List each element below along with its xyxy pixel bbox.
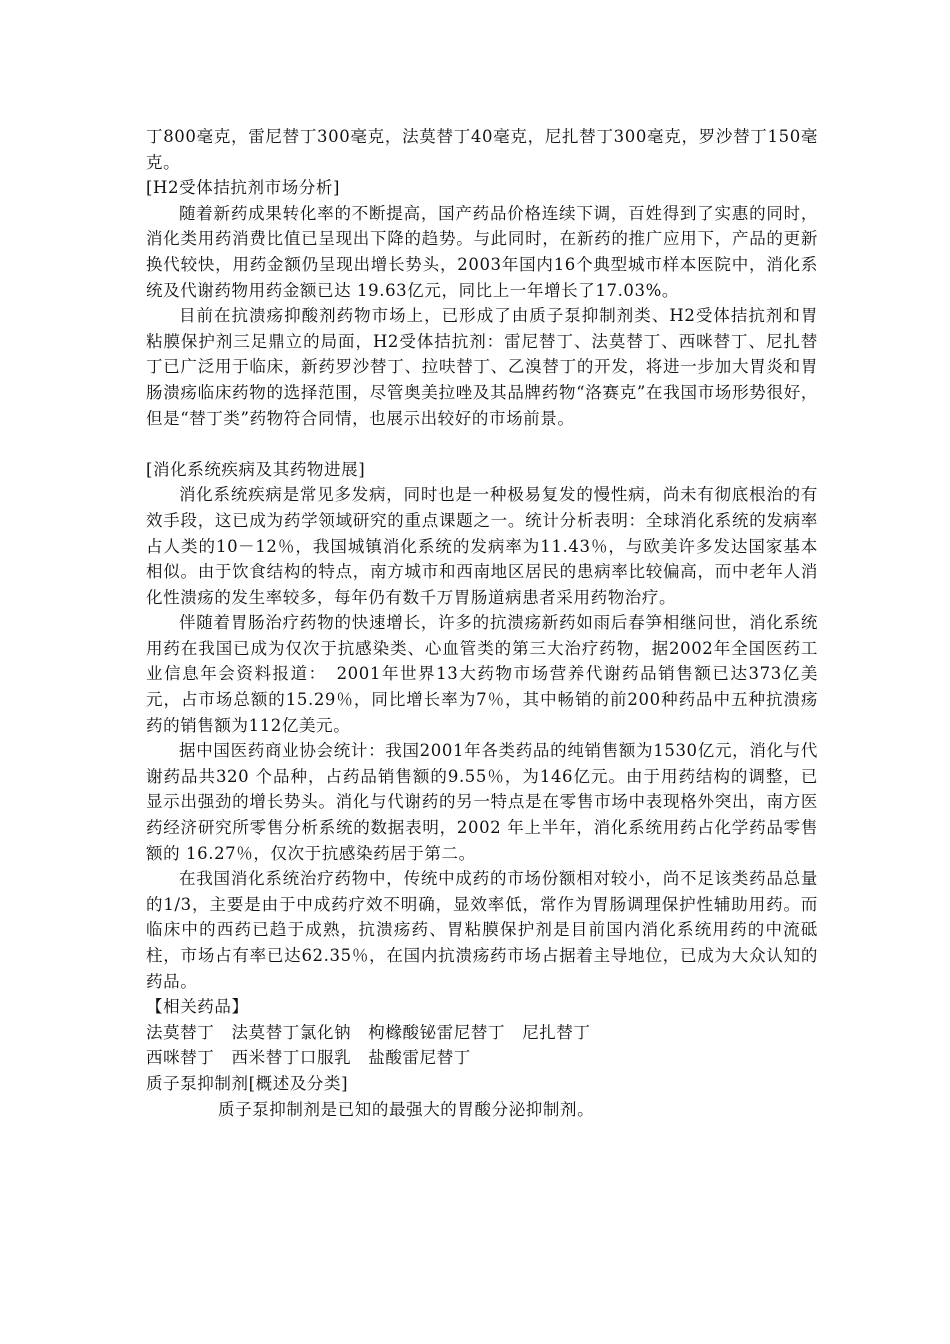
paragraph-market-structure: 目前在抗溃疡抑酸剂药物市场上，已形成了由质子泵抑制剂类、H2受体拮抗剂和胃粘膜保护剂三足鼎立的局面，H2受体拮抗剂：雷尼替丁、法莫替丁、西咪替丁、尼扎替丁已广泛用于临床，新药罗沙替丁、拉呋替丁、乙溴替丁的开发，将进一步加大胃炎和胃肠溃疡临床药物的选择范围，尽管奥美拉唑及其品牌药物“洛赛克”在我国市场形势很好，但是“替丁类”药物符合同情，也展示出较好的市场前景。 [146, 306, 818, 428]
document-body [146, 124, 818, 1122]
paragraph-market-trend: 随着新药成果转化率的不断提高，国产药品价格连续下调，百姓得到了实惠的同时，消化类用药消费比值已呈现出下降的趋势。与此同时，在新药的推广应用下，产品的更新换代较快，用药金额仍呈现出增长势头，2003年国内16个典型城市样本医院中，消化系统及代谢药物用药金额已达 19.63亿元，同比上一年增长了17.03%。 [146, 203, 818, 300]
section-heading-h2-market: [H2受体拮抗剂市场分析] [146, 178, 341, 198]
paragraph-ppi-intro: 质子泵抑制剂是已知的最强大的胃酸分泌抑制剂。 [218, 1099, 595, 1119]
section-heading-digestive-diseases: [消化系统疾病及其药物进展] [146, 459, 366, 479]
blank-line [146, 431, 818, 457]
paragraph-drug-growth: 伴随着胃肠治疗药物的快速增长，许多的抗溃疡新药如雨后春笋相继问世，消化系统用药在我国已成为仅次于抗感染类、心血管类的第三大治疗药物，据2002年全国医药工业信息年会资料报道： 2001年世界13大药物市场营养代谢药品销售额已达373亿美元，占市场总额的15.29％，同比增长率为7％，其中畅销的前200种药品中五种抗溃疡药的销售额为112亿美元。 [146, 613, 818, 735]
related-drugs-line-1: 法莫替丁 法莫替丁氯化钠 枸橼酸铋雷尼替丁 尼扎替丁 [146, 1022, 591, 1042]
related-drugs-line-2: 西咪替丁 西米替丁口服乳 盐酸雷尼替丁 [146, 1048, 471, 1068]
section-heading-ppi: 质子泵抑制剂[概述及分类] [146, 1073, 349, 1093]
paragraph-sales-stats: 据中国医药商业协会统计：我国2001年各类药品的纯销售额为1530亿元，消化与代谢药品共320 个品种，占药品销售额的9.55％，为146亿元。由于用药结构的调整，已显示出强劲的增长势头。消化与代谢药的另一特点是在零售市场中表现格外突出，南方医药经济研究所零售分析系统的数据表明，2002 年上半年，消化系统用药占化学药品零售额的 16.27％，仅次于抗感染药居于第二。 [146, 741, 818, 863]
paragraph-disease-stats: 消化系统疾病是常见多发病，同时也是一种极易复发的慢性病，尚未有彻底根治的有效手段，这已成为药学领域研究的重点课题之一。统计分析表明：全球消化系统的发病率占人类的10－12％，我国城镇消化系统的发病率为11.43％，与欧美许多发达国家基本相似。由于饮食结构的特点，南方城市和西南地区居民的患病率比较偏高，而中老年人消化性溃疡的发生率较多，每年仍有数千万胃肠道病患者采用药物治疗。 [146, 485, 818, 607]
section-heading-related-drugs: 【相关药品】 [146, 997, 249, 1017]
paragraph-dose-list: 丁800毫克，雷尼替丁300毫克，法莫替丁40毫克，尼扎替丁300毫克，罗沙替丁150毫克。 [146, 127, 818, 172]
paragraph-tcm-share: 在我国消化系统治疗药物中，传统中成药的市场份额相对较小，尚不足该类药品总量的1/3，主要是由于中成药疗效不明确，显效率低，常作为胃肠调理保护性辅助用药。而临床中的西药已趋于成熟，抗溃疡药、胃粘膜保护剂是目前国内消化系统用药的中流砥柱，市场占有率已达62.35％，在国内抗溃疡药市场占据着主导地位，已成为大众认知的药品。 [146, 869, 818, 991]
